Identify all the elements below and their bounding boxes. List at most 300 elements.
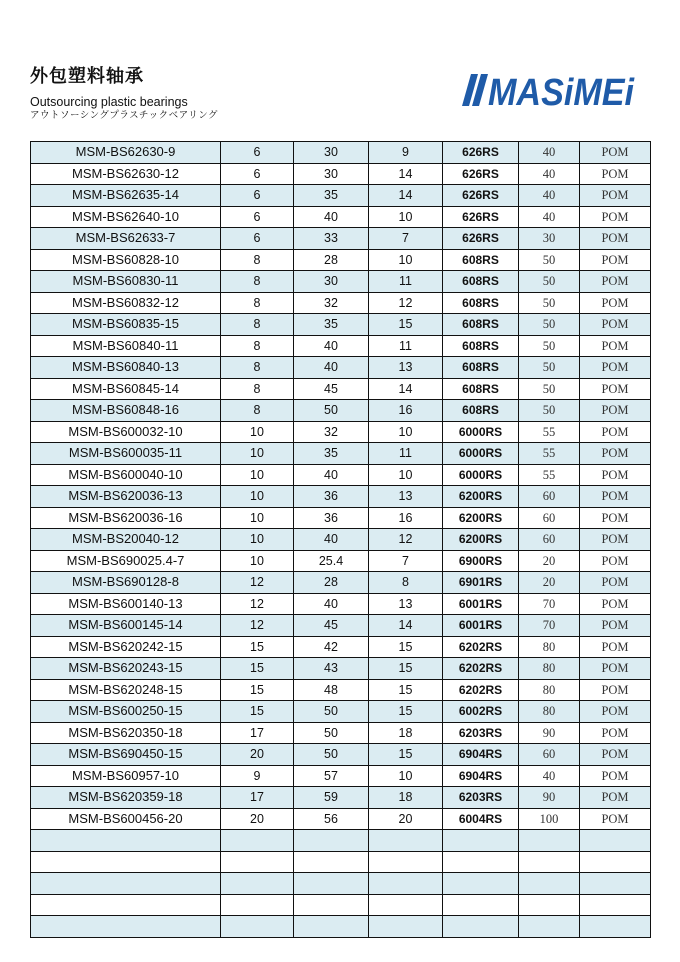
table-row	[31, 314, 651, 336]
table-row	[31, 787, 651, 809]
bearing-type-cell	[443, 894, 519, 916]
outer-diameter-cell: 30	[294, 142, 369, 164]
material-cell: POM	[580, 142, 651, 164]
outer-diameter-cell: 50	[294, 400, 369, 422]
table-row	[31, 163, 651, 185]
inner-diameter-cell: 8	[221, 292, 294, 314]
hardness-cell: 60	[519, 744, 580, 766]
model-number-cell: MSM-BS620248-15	[31, 679, 221, 701]
material-cell: POM	[580, 486, 651, 508]
width-cell	[369, 851, 443, 873]
hardness-cell	[519, 873, 580, 895]
bearing-spec-table	[30, 141, 651, 938]
hardness-cell: 80	[519, 636, 580, 658]
hardness-cell: 80	[519, 679, 580, 701]
material-cell: POM	[580, 464, 651, 486]
outer-diameter-cell	[294, 830, 369, 852]
title-japanese: アウトソーシングプラスチックベアリング	[30, 110, 219, 121]
outer-diameter-cell: 35	[294, 314, 369, 336]
material-cell: POM	[580, 443, 651, 465]
outer-diameter-cell	[294, 851, 369, 873]
table-row	[31, 722, 651, 744]
hardness-cell: 90	[519, 787, 580, 809]
model-number-cell: MSM-BS600040-10	[31, 464, 221, 486]
hardness-cell: 60	[519, 529, 580, 551]
model-number-cell: MSM-BS620036-13	[31, 486, 221, 508]
table-row	[31, 916, 651, 938]
hardness-cell: 30	[519, 228, 580, 250]
width-cell: 12	[369, 529, 443, 551]
model-number-cell: MSM-BS62630-9	[31, 142, 221, 164]
model-number-cell	[31, 873, 221, 895]
material-cell: POM	[580, 421, 651, 443]
width-cell: 14	[369, 615, 443, 637]
hardness-cell: 90	[519, 722, 580, 744]
bearing-type-cell: 6001RS	[443, 593, 519, 615]
table-row	[31, 873, 651, 895]
material-cell: POM	[580, 615, 651, 637]
inner-diameter-cell	[221, 873, 294, 895]
inner-diameter-cell	[221, 851, 294, 873]
inner-diameter-cell: 12	[221, 572, 294, 594]
material-cell	[580, 916, 651, 938]
material-cell: POM	[580, 507, 651, 529]
hardness-cell	[519, 916, 580, 938]
inner-diameter-cell: 8	[221, 378, 294, 400]
width-cell: 14	[369, 185, 443, 207]
outer-diameter-cell: 45	[294, 615, 369, 637]
width-cell: 16	[369, 400, 443, 422]
inner-diameter-cell: 12	[221, 615, 294, 637]
bearing-type-cell: 6000RS	[443, 464, 519, 486]
table-row	[31, 443, 651, 465]
hardness-cell: 55	[519, 464, 580, 486]
width-cell: 11	[369, 335, 443, 357]
width-cell	[369, 830, 443, 852]
inner-diameter-cell: 10	[221, 421, 294, 443]
bearing-type-cell: 608RS	[443, 357, 519, 379]
outer-diameter-cell: 36	[294, 486, 369, 508]
inner-diameter-cell: 12	[221, 593, 294, 615]
outer-diameter-cell: 30	[294, 163, 369, 185]
table-row	[31, 400, 651, 422]
bearing-type-cell: 6200RS	[443, 486, 519, 508]
width-cell: 15	[369, 744, 443, 766]
width-cell: 10	[369, 249, 443, 271]
table-row	[31, 228, 651, 250]
inner-diameter-cell: 17	[221, 722, 294, 744]
table-row	[31, 658, 651, 680]
bearing-type-cell: 626RS	[443, 228, 519, 250]
material-cell: POM	[580, 744, 651, 766]
bearing-type-cell: 608RS	[443, 292, 519, 314]
material-cell: POM	[580, 271, 651, 293]
outer-diameter-cell: 56	[294, 808, 369, 830]
model-number-cell: MSM-BS60835-15	[31, 314, 221, 336]
model-number-cell: MSM-BS600032-10	[31, 421, 221, 443]
material-cell: POM	[580, 722, 651, 744]
hardness-cell: 60	[519, 486, 580, 508]
outer-diameter-cell: 40	[294, 464, 369, 486]
model-number-cell	[31, 851, 221, 873]
table-row	[31, 357, 651, 379]
model-number-cell: MSM-BS600456-20	[31, 808, 221, 830]
inner-diameter-cell: 8	[221, 314, 294, 336]
width-cell: 13	[369, 593, 443, 615]
width-cell: 13	[369, 486, 443, 508]
bearing-type-cell: 6203RS	[443, 722, 519, 744]
model-number-cell: MSM-BS600140-13	[31, 593, 221, 615]
table-row	[31, 679, 651, 701]
table-row	[31, 765, 651, 787]
inner-diameter-cell: 15	[221, 658, 294, 680]
inner-diameter-cell: 8	[221, 249, 294, 271]
model-number-cell	[31, 916, 221, 938]
inner-diameter-cell: 15	[221, 636, 294, 658]
hardness-cell: 100	[519, 808, 580, 830]
width-cell	[369, 873, 443, 895]
width-cell	[369, 916, 443, 938]
model-number-cell: MSM-BS62640-10	[31, 206, 221, 228]
inner-diameter-cell: 9	[221, 765, 294, 787]
table-row	[31, 830, 651, 852]
bearing-type-cell: 6900RS	[443, 550, 519, 572]
model-number-cell: MSM-BS690128-8	[31, 572, 221, 594]
table-row	[31, 701, 651, 723]
hardness-cell: 20	[519, 550, 580, 572]
model-number-cell: MSM-BS620242-15	[31, 636, 221, 658]
material-cell	[580, 894, 651, 916]
inner-diameter-cell: 10	[221, 486, 294, 508]
outer-diameter-cell: 40	[294, 206, 369, 228]
inner-diameter-cell	[221, 830, 294, 852]
bearing-type-cell: 608RS	[443, 249, 519, 271]
title-chinese: 外包塑料轴承	[30, 66, 144, 87]
model-number-cell: MSM-BS60848-16	[31, 400, 221, 422]
outer-diameter-cell	[294, 873, 369, 895]
model-number-cell: MSM-BS60957-10	[31, 765, 221, 787]
bearing-type-cell: 6001RS	[443, 615, 519, 637]
width-cell: 15	[369, 314, 443, 336]
model-number-cell: MSM-BS620359-18	[31, 787, 221, 809]
table-row	[31, 851, 651, 873]
material-cell: POM	[580, 228, 651, 250]
hardness-cell: 40	[519, 765, 580, 787]
hardness-cell: 50	[519, 249, 580, 271]
hardness-cell: 55	[519, 421, 580, 443]
model-number-cell: MSM-BS690450-15	[31, 744, 221, 766]
table-row	[31, 507, 651, 529]
bearing-type-cell: 6200RS	[443, 529, 519, 551]
bearing-type-cell: 608RS	[443, 271, 519, 293]
inner-diameter-cell: 6	[221, 206, 294, 228]
bearing-type-cell: 608RS	[443, 378, 519, 400]
model-number-cell: MSM-BS620350-18	[31, 722, 221, 744]
width-cell: 9	[369, 142, 443, 164]
outer-diameter-cell: 40	[294, 335, 369, 357]
model-number-cell	[31, 830, 221, 852]
bearing-type-cell	[443, 873, 519, 895]
material-cell: POM	[580, 314, 651, 336]
hardness-cell: 80	[519, 658, 580, 680]
inner-diameter-cell	[221, 916, 294, 938]
hardness-cell: 80	[519, 701, 580, 723]
outer-diameter-cell: 42	[294, 636, 369, 658]
bearing-type-cell: 6000RS	[443, 421, 519, 443]
bearing-type-cell: 6202RS	[443, 636, 519, 658]
table-row	[31, 572, 651, 594]
outer-diameter-cell: 28	[294, 249, 369, 271]
material-cell: POM	[580, 249, 651, 271]
outer-diameter-cell: 40	[294, 593, 369, 615]
model-number-cell: MSM-BS60830-11	[31, 271, 221, 293]
table-row	[31, 593, 651, 615]
material-cell: POM	[580, 529, 651, 551]
inner-diameter-cell: 10	[221, 550, 294, 572]
model-number-cell: MSM-BS690025.4-7	[31, 550, 221, 572]
table-row	[31, 421, 651, 443]
width-cell: 14	[369, 378, 443, 400]
hardness-cell: 50	[519, 292, 580, 314]
outer-diameter-cell: 43	[294, 658, 369, 680]
material-cell: POM	[580, 206, 651, 228]
table-row	[31, 486, 651, 508]
model-number-cell: MSM-BS60840-11	[31, 335, 221, 357]
model-number-cell: MSM-BS60832-12	[31, 292, 221, 314]
model-number-cell: MSM-BS620036-16	[31, 507, 221, 529]
outer-diameter-cell: 59	[294, 787, 369, 809]
table-row	[31, 292, 651, 314]
material-cell: POM	[580, 335, 651, 357]
material-cell: POM	[580, 572, 651, 594]
table-row	[31, 378, 651, 400]
width-cell: 15	[369, 636, 443, 658]
width-cell: 14	[369, 163, 443, 185]
hardness-cell: 40	[519, 185, 580, 207]
width-cell: 16	[369, 507, 443, 529]
outer-diameter-cell: 33	[294, 228, 369, 250]
material-cell: POM	[580, 808, 651, 830]
table-row	[31, 615, 651, 637]
width-cell: 10	[369, 206, 443, 228]
inner-diameter-cell: 10	[221, 529, 294, 551]
material-cell: POM	[580, 163, 651, 185]
inner-diameter-cell: 10	[221, 464, 294, 486]
hardness-cell: 50	[519, 271, 580, 293]
bearing-type-cell: 608RS	[443, 335, 519, 357]
hardness-cell: 50	[519, 314, 580, 336]
width-cell	[369, 894, 443, 916]
width-cell: 20	[369, 808, 443, 830]
outer-diameter-cell: 50	[294, 722, 369, 744]
outer-diameter-cell: 30	[294, 271, 369, 293]
catalog-header	[30, 66, 218, 122]
table-row	[31, 142, 651, 164]
table-row	[31, 529, 651, 551]
bearing-type-cell: 6000RS	[443, 443, 519, 465]
inner-diameter-cell: 10	[221, 443, 294, 465]
inner-diameter-cell: 6	[221, 142, 294, 164]
bearing-type-cell: 6904RS	[443, 765, 519, 787]
outer-diameter-cell	[294, 916, 369, 938]
table-row	[31, 636, 651, 658]
material-cell: POM	[580, 765, 651, 787]
material-cell	[580, 851, 651, 873]
width-cell: 18	[369, 722, 443, 744]
hardness-cell: 70	[519, 615, 580, 637]
table-row	[31, 185, 651, 207]
model-number-cell: MSM-BS60828-10	[31, 249, 221, 271]
inner-diameter-cell: 17	[221, 787, 294, 809]
outer-diameter-cell: 28	[294, 572, 369, 594]
material-cell: POM	[580, 658, 651, 680]
bearing-type-cell: 6200RS	[443, 507, 519, 529]
material-cell: POM	[580, 550, 651, 572]
outer-diameter-cell: 45	[294, 378, 369, 400]
width-cell: 10	[369, 464, 443, 486]
bearing-type-cell: 626RS	[443, 206, 519, 228]
outer-diameter-cell: 40	[294, 529, 369, 551]
width-cell: 15	[369, 679, 443, 701]
hardness-cell	[519, 830, 580, 852]
inner-diameter-cell: 6	[221, 185, 294, 207]
logo-text: MASiMEi	[488, 72, 636, 108]
width-cell: 10	[369, 765, 443, 787]
outer-diameter-cell: 48	[294, 679, 369, 701]
outer-diameter-cell: 32	[294, 421, 369, 443]
width-cell: 8	[369, 572, 443, 594]
width-cell: 18	[369, 787, 443, 809]
inner-diameter-cell: 8	[221, 271, 294, 293]
bearing-type-cell: 6901RS	[443, 572, 519, 594]
inner-diameter-cell: 6	[221, 163, 294, 185]
bearing-type-cell	[443, 851, 519, 873]
material-cell: POM	[580, 357, 651, 379]
table-row	[31, 464, 651, 486]
width-cell: 7	[369, 550, 443, 572]
hardness-cell: 50	[519, 335, 580, 357]
title-english: Outsourcing plastic bearings	[30, 95, 188, 109]
outer-diameter-cell: 36	[294, 507, 369, 529]
bearing-type-cell: 608RS	[443, 400, 519, 422]
outer-diameter-cell: 35	[294, 185, 369, 207]
material-cell: POM	[580, 378, 651, 400]
bearing-type-cell: 626RS	[443, 185, 519, 207]
hardness-cell: 20	[519, 572, 580, 594]
hardness-cell: 40	[519, 142, 580, 164]
material-cell: POM	[580, 593, 651, 615]
hardness-cell: 50	[519, 378, 580, 400]
material-cell: POM	[580, 701, 651, 723]
model-number-cell	[31, 894, 221, 916]
material-cell	[580, 873, 651, 895]
inner-diameter-cell: 6	[221, 228, 294, 250]
model-number-cell: MSM-BS600250-15	[31, 701, 221, 723]
bearing-type-cell: 626RS	[443, 163, 519, 185]
bearing-type-cell	[443, 916, 519, 938]
outer-diameter-cell: 50	[294, 701, 369, 723]
width-cell: 13	[369, 357, 443, 379]
bearing-type-cell: 6202RS	[443, 658, 519, 680]
inner-diameter-cell: 8	[221, 335, 294, 357]
model-number-cell: MSM-BS60845-14	[31, 378, 221, 400]
width-cell: 11	[369, 271, 443, 293]
masimei-logo	[458, 72, 638, 108]
inner-diameter-cell: 15	[221, 701, 294, 723]
model-number-cell: MSM-BS600035-11	[31, 443, 221, 465]
hardness-cell: 60	[519, 507, 580, 529]
table-row	[31, 808, 651, 830]
model-number-cell: MSM-BS620243-15	[31, 658, 221, 680]
outer-diameter-cell: 35	[294, 443, 369, 465]
outer-diameter-cell: 32	[294, 292, 369, 314]
material-cell: POM	[580, 787, 651, 809]
outer-diameter-cell: 40	[294, 357, 369, 379]
model-number-cell: MSM-BS62630-12	[31, 163, 221, 185]
inner-diameter-cell	[221, 894, 294, 916]
outer-diameter-cell: 57	[294, 765, 369, 787]
table-row	[31, 550, 651, 572]
model-number-cell: MSM-BS62635-14	[31, 185, 221, 207]
hardness-cell: 70	[519, 593, 580, 615]
inner-diameter-cell: 20	[221, 744, 294, 766]
width-cell: 10	[369, 421, 443, 443]
outer-diameter-cell: 25.4	[294, 550, 369, 572]
inner-diameter-cell: 8	[221, 400, 294, 422]
bearing-type-cell: 608RS	[443, 314, 519, 336]
inner-diameter-cell: 8	[221, 357, 294, 379]
bearing-type-cell: 6904RS	[443, 744, 519, 766]
hardness-cell: 50	[519, 400, 580, 422]
table-row	[31, 335, 651, 357]
hardness-cell: 55	[519, 443, 580, 465]
bearing-type-cell: 6202RS	[443, 679, 519, 701]
material-cell: POM	[580, 400, 651, 422]
material-cell: POM	[580, 679, 651, 701]
width-cell: 15	[369, 658, 443, 680]
material-cell: POM	[580, 292, 651, 314]
width-cell: 7	[369, 228, 443, 250]
inner-diameter-cell: 10	[221, 507, 294, 529]
width-cell: 15	[369, 701, 443, 723]
inner-diameter-cell: 15	[221, 679, 294, 701]
table-row	[31, 206, 651, 228]
table-row	[31, 249, 651, 271]
bearing-type-cell: 6203RS	[443, 787, 519, 809]
bearing-type-cell: 626RS	[443, 142, 519, 164]
bearing-type-cell: 6004RS	[443, 808, 519, 830]
table-row	[31, 271, 651, 293]
model-number-cell: MSM-BS62633-7	[31, 228, 221, 250]
inner-diameter-cell: 20	[221, 808, 294, 830]
width-cell: 12	[369, 292, 443, 314]
table-row	[31, 894, 651, 916]
material-cell: POM	[580, 185, 651, 207]
hardness-cell: 40	[519, 163, 580, 185]
hardness-cell	[519, 851, 580, 873]
bearing-type-cell	[443, 830, 519, 852]
model-number-cell: MSM-BS20040-12	[31, 529, 221, 551]
table-row	[31, 744, 651, 766]
hardness-cell: 50	[519, 357, 580, 379]
hardness-cell: 40	[519, 206, 580, 228]
hardness-cell	[519, 894, 580, 916]
bearing-type-cell: 6002RS	[443, 701, 519, 723]
width-cell: 11	[369, 443, 443, 465]
outer-diameter-cell: 50	[294, 744, 369, 766]
material-cell	[580, 830, 651, 852]
material-cell: POM	[580, 636, 651, 658]
